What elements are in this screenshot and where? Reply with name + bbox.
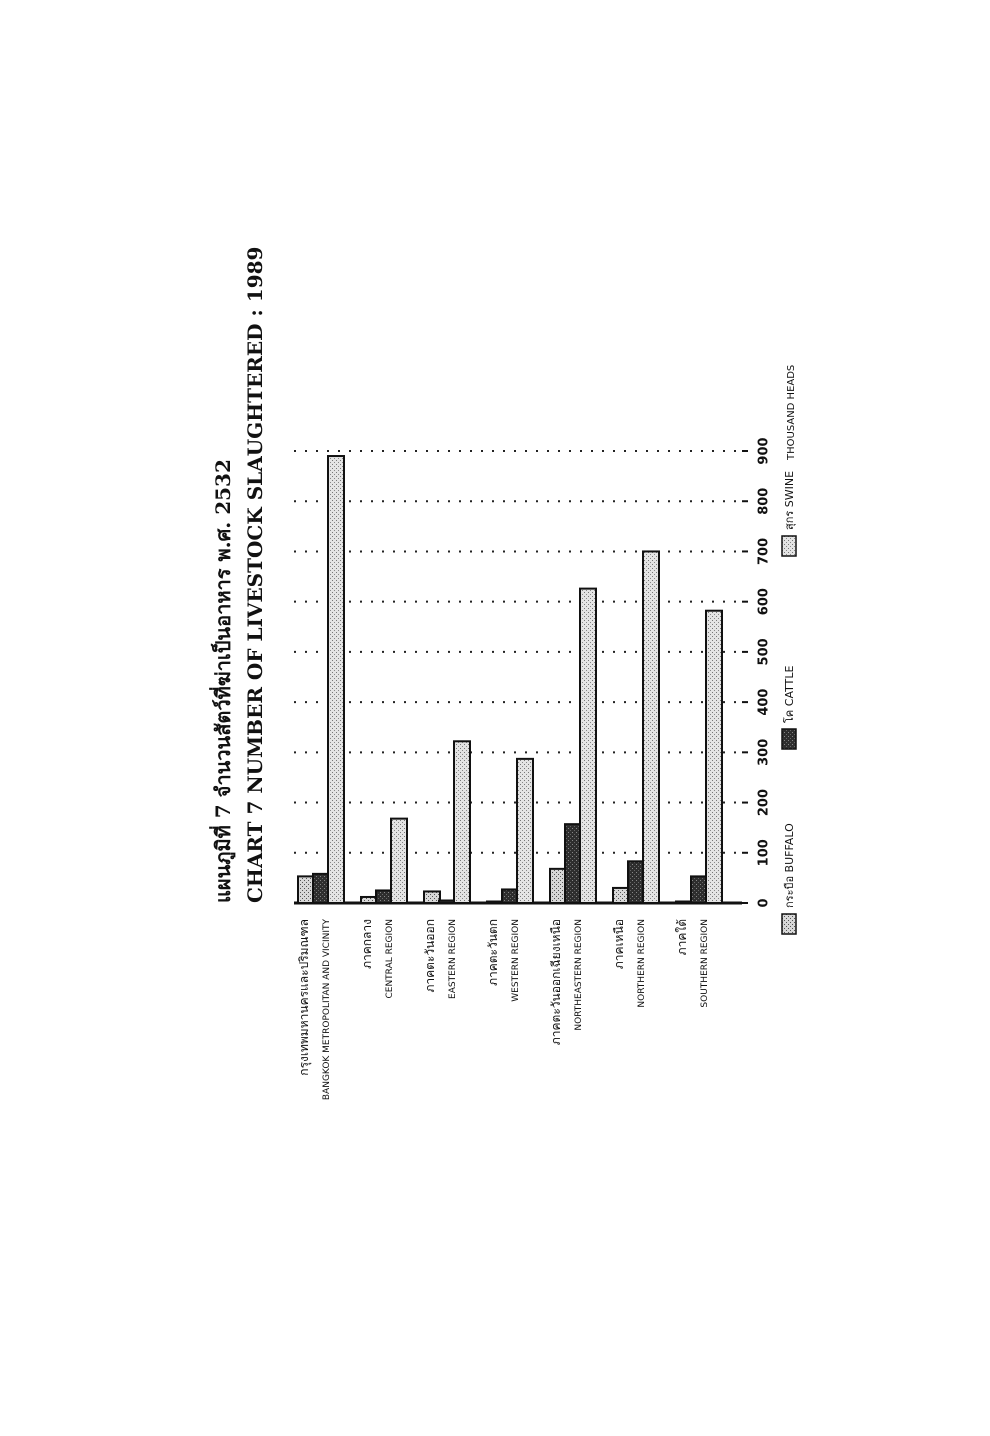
bar-buffalo [298,876,314,903]
category-label-en: EASTERN REGION [448,919,458,999]
bar-cattle [502,889,518,903]
bar-cattle [376,890,392,903]
legend [782,471,796,934]
category-label-thai: ภาคตะวันออก [423,919,437,993]
bar-swine [643,551,659,903]
chart-title-en: CHART 7 NUMBER OF LIVESTOCK SLAUGHTERED : 1989 [243,246,267,903]
category-label-en: BANGKOK METROPOLITAN AND VICINITY [322,919,332,1101]
tick-label: 900 [756,437,772,465]
category-label-thai: ภาคกลาง [360,919,374,969]
tick-label: 0 [756,898,772,908]
bar-buffalo [613,888,629,903]
category-label-thai: ภาคใต้ [675,919,689,956]
category-label-en: CENTRAL REGION [385,919,395,999]
bar-cattle [691,876,707,903]
bar-swine [391,819,407,903]
legend-swatch-buffalo [782,914,796,934]
bar-swine [517,759,533,903]
bar-cattle [439,900,455,903]
category-label-en: WESTERN REGION [511,919,521,1002]
tick-label: 100 [756,839,772,867]
category-label-en: SOUTHERN REGION [700,919,710,1008]
bar-buffalo [487,901,503,903]
category-label-thai: ภาคตะวันตก [486,919,500,986]
tick-label: 700 [756,537,772,566]
bar-swine [706,611,722,903]
bar-swine [580,589,596,903]
bar-cattle [565,824,581,903]
tick-label: 800 [756,487,772,515]
bar-buffalo [550,869,566,903]
legend-label-buffalo: กระบือ BUFFALO [783,823,796,908]
category-label-thai: กรุงเทพมหานครและปริมณฑล [297,919,311,1076]
category-label-en: NORTHERN REGION [637,919,647,1008]
category-labels [297,919,710,1101]
bars [298,456,722,903]
legend-swatch-cattle [782,729,796,749]
tick-label: 600 [756,588,772,616]
tick-label: 300 [756,738,772,766]
category-label-thai: ภาคตะวันออกเฉียงเหนือ [549,919,563,1046]
legend-label-swine: สุกร SWINE [783,470,796,530]
category-label-en: NORTHEASTERN REGION [574,919,584,1031]
tick-label: 500 [756,638,772,666]
bar-cattle [313,874,329,903]
axis-unit-label: THOUSAND HEADS [786,364,797,460]
legend-label-cattle: โค CATTLE [783,665,796,723]
tick-label: 400 [756,688,772,716]
category-label-thai: ภาคเหนือ [612,919,626,970]
bar-buffalo [676,901,692,903]
chart-title-thai: แผนภูมิที่ 7 จำนวนสัตว์ที่ฆ่าเป็นอาหาร พ.ศ. 2532 [211,459,235,903]
bar-swine [454,741,470,903]
bar-cattle [628,861,644,903]
value-axis-ticks [742,437,772,907]
legend-swatch-swine [782,536,796,556]
tick-label: 200 [756,788,772,817]
bar-swine [328,456,344,903]
bar-buffalo [361,897,377,903]
bar-buffalo [424,891,440,903]
